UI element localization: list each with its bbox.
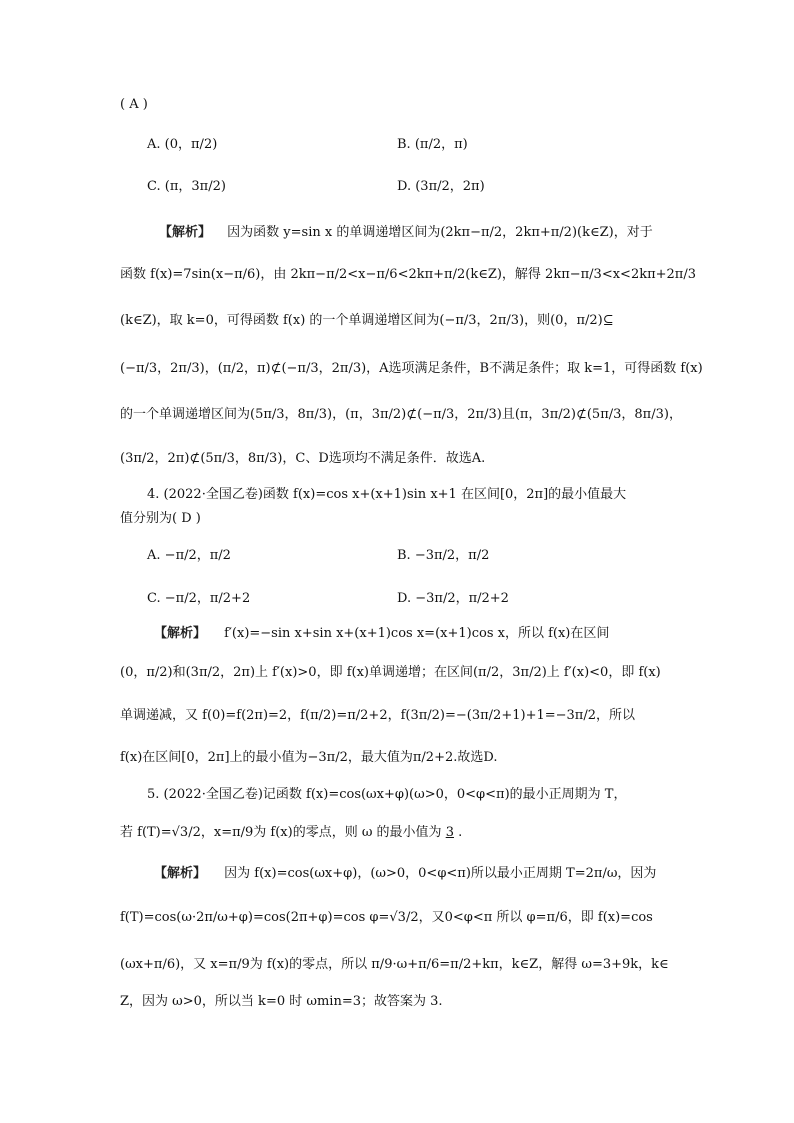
q5-analysis-line	[154, 867, 656, 880]
option-text: −3π/2，π/2+2	[415, 591, 509, 606]
q3-option-a	[147, 138, 217, 151]
q3-option-d	[397, 180, 485, 193]
q4-stem-line: 值分别为( D )	[120, 511, 201, 526]
q5-stem-end: .	[458, 825, 463, 840]
q3-analysis-line	[159, 226, 653, 239]
option-text: (3π/2，2π)	[415, 179, 485, 194]
q5-stem-line	[120, 826, 462, 839]
q5-stem-line: 5. (2022·全国乙卷)记函数 f(x)=cos(ωx+φ)(ω>0，0<φ<π)的最小正周期为 T，	[147, 787, 627, 802]
analysis-text: 因为函数 y=sin x 的单调递增区间为(2kπ−π/2，2kπ+π/2)(k∈Z)，对于	[227, 225, 653, 240]
option-text: −3π/2，π/2	[414, 548, 490, 563]
option-text: (π，3π/2)	[164, 179, 226, 194]
option-label: C.	[147, 179, 161, 194]
q4-option-c	[147, 592, 250, 605]
option-text: (0，π/2)	[164, 137, 218, 152]
q3-answer: ( A )	[120, 97, 148, 112]
q4-analysis-line: 单调递减，又 f(0)=f(2π)=2，f(π/2)=π/2+2，f(3π/2)=−(3π/2+1)+1=−3π/2，所以	[120, 708, 635, 723]
q5-analysis-line: f(T)=cos(ω·2π/ω+φ)=cos(2π+φ)=cos φ=√3/2，又0<φ<π 所以 φ=π/6，即 f(x)=cos	[120, 910, 653, 925]
analysis-tag: 【解析】	[159, 225, 212, 240]
q3-option-b	[397, 138, 468, 151]
option-text: (π/2，π)	[414, 137, 468, 152]
q4-option-b	[397, 549, 489, 562]
q3-analysis-line: (−π/3，2π/3)，(π/2，π)⊄(−π/3，2π/3)，A选项满足条件，B不满足条件；取 k=1，可得函数 f(x)	[120, 361, 703, 376]
analysis-tag: 【解析】	[154, 626, 207, 641]
q3-analysis-line: 的一个单调递增区间为(5π/3，8π/3)，(π，3π/2)⊄(−π/3，2π/3)且(π，3π/2)⊄(5π/3，8π/3)，	[120, 407, 682, 422]
q4-analysis-line	[154, 627, 609, 640]
option-label: A.	[147, 548, 161, 563]
q5-stem-text: 若 f(T)=√3/2，x=π/9为 f(x)的零点，则 ω 的最小值为	[120, 825, 442, 840]
analysis-tag: 【解析】	[154, 866, 207, 881]
q3-option-c	[147, 180, 226, 193]
q4-option-a	[147, 549, 231, 562]
q4-analysis-line: f(x)在区间[0，2π]上的最小值为−3π/2，最大值为π/2+2.故选D.	[120, 750, 498, 765]
option-label: B.	[397, 548, 411, 563]
q5-answer-blank: 3	[445, 825, 454, 840]
option-label: D.	[397, 179, 412, 194]
q3-analysis-line: (k∈Z)，取 k=0，可得函数 f(x) 的一个单调递增区间为(−π/3，2π/3)，则(0，π/2)⊆	[120, 313, 614, 328]
analysis-text: 因为 f(x)=cos(ωx+φ)，(ω>0，0<φ<π)所以最小正周期 T=2π/ω，因为	[224, 866, 657, 881]
q4-option-d	[397, 592, 509, 605]
option-label: A.	[147, 137, 161, 152]
q3-analysis-line: 函数 f(x)=7sin(x−π/6)，由 2kπ−π/2<x−π/6<2kπ+π/2(k∈Z)，解得 2kπ−π/3<x<2kπ+2π/3	[120, 267, 696, 282]
analysis-text: f′(x)=−sin x+sin x+(x+1)cos x=(x+1)cos x，所以 f(x)在区间	[224, 626, 610, 641]
option-label: C.	[147, 591, 161, 606]
q5-analysis-line: Z，因为 ω>0，所以当 k=0 时 ωmin=3；故答案为 3.	[120, 994, 443, 1009]
q3-analysis-line: (3π/2，2π)⊄(5π/3，8π/3)，C、D选项均不满足条件．故选A.	[120, 451, 486, 466]
option-text: −π/2，π/2	[164, 548, 231, 563]
option-label: B.	[397, 137, 411, 152]
q4-stem-line: 4. (2022·全国乙卷)函数 f(x)=cos x+(x+1)sin x+1 在区间[0，2π]的最小值最大	[147, 487, 627, 502]
q4-analysis-line: (0，π/2)和(3π/2，2π)上 f′(x)>0，即 f(x)单调递增；在区间(π/2，3π/2)上 f′(x)<0，即 f(x)	[120, 665, 661, 680]
option-label: D.	[397, 591, 412, 606]
option-text: −π/2，π/2+2	[164, 591, 251, 606]
q5-analysis-line: (ωx+π/6)，又 x=π/9为 f(x)的零点，所以 π/9·ω+π/6=π/2+kπ，k∈Z，解得 ω=3+9k，k∈	[120, 957, 669, 972]
